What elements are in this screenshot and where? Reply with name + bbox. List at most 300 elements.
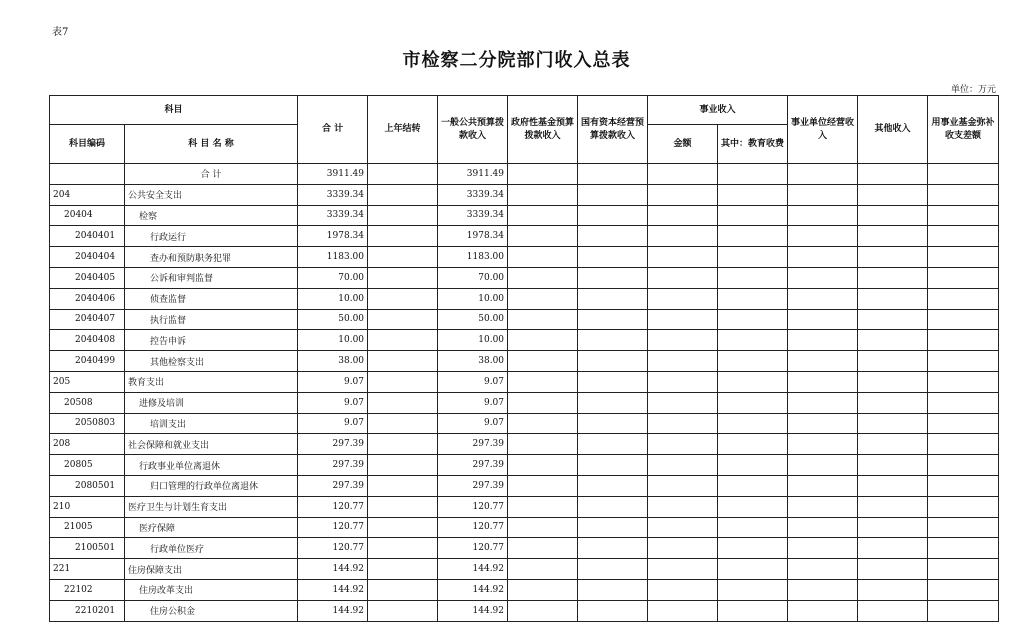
cell-amount bbox=[648, 309, 718, 330]
table-row bbox=[50, 434, 999, 455]
cell-gov-fund bbox=[508, 455, 578, 476]
cell-name: 其他检察支出 bbox=[125, 351, 298, 372]
cell-amount bbox=[648, 371, 718, 392]
cell-amount bbox=[648, 455, 718, 476]
cell-fund-supplement bbox=[928, 288, 999, 309]
cell-gov-fund bbox=[508, 538, 578, 559]
unit-label: 单位：万元 bbox=[950, 85, 996, 95]
cell-total: 120.77 bbox=[298, 538, 368, 559]
cell-carryover bbox=[368, 413, 438, 434]
cell-general-budget: 3339.34 bbox=[438, 205, 508, 226]
cell-name: 培训支出 bbox=[125, 413, 298, 434]
cell-code: 208 bbox=[50, 434, 125, 455]
cell-carryover bbox=[368, 496, 438, 517]
table-row bbox=[50, 226, 999, 247]
cell-other-income bbox=[858, 351, 928, 372]
cell-carryover bbox=[368, 184, 438, 205]
cell-carryover bbox=[368, 288, 438, 309]
cell-fund-supplement bbox=[928, 413, 999, 434]
cell-state-capital bbox=[578, 226, 648, 247]
cell-state-capital bbox=[578, 351, 648, 372]
cell-state-capital bbox=[578, 517, 648, 538]
cell-operating-income bbox=[788, 330, 858, 351]
cell-total: 50.00 bbox=[298, 309, 368, 330]
cell-code bbox=[50, 164, 125, 185]
cell-code: 2040406 bbox=[50, 288, 125, 309]
cell-operating-income bbox=[788, 164, 858, 185]
header-operating-income: 事业单位经营收入 bbox=[788, 96, 858, 164]
cell-education-fee bbox=[718, 330, 788, 351]
cell-other-income bbox=[858, 330, 928, 351]
cell-state-capital bbox=[578, 392, 648, 413]
cell-name: 合 计 bbox=[125, 164, 298, 185]
cell-education-fee bbox=[718, 371, 788, 392]
cell-general-budget: 10.00 bbox=[438, 288, 508, 309]
cell-other-income bbox=[858, 538, 928, 559]
cell-name: 公共安全支出 bbox=[125, 184, 298, 205]
cell-education-fee bbox=[718, 517, 788, 538]
cell-total: 3339.34 bbox=[298, 184, 368, 205]
cell-operating-income bbox=[788, 309, 858, 330]
cell-other-income bbox=[858, 247, 928, 268]
cell-state-capital bbox=[578, 267, 648, 288]
cell-name: 行政事业单位离退休 bbox=[125, 455, 298, 476]
cell-carryover bbox=[368, 267, 438, 288]
cell-education-fee bbox=[718, 351, 788, 372]
cell-total: 297.39 bbox=[298, 434, 368, 455]
cell-education-fee bbox=[718, 600, 788, 621]
cell-gov-fund bbox=[508, 309, 578, 330]
cell-general-budget: 120.77 bbox=[438, 538, 508, 559]
cell-gov-fund bbox=[508, 288, 578, 309]
cell-total: 3911.49 bbox=[298, 164, 368, 185]
cell-gov-fund bbox=[508, 267, 578, 288]
header-business-income: 事业收入 bbox=[648, 96, 788, 125]
cell-general-budget: 120.77 bbox=[438, 517, 508, 538]
header-education-fee: 其中：教育收费 bbox=[718, 125, 788, 164]
cell-general-budget: 9.07 bbox=[438, 371, 508, 392]
cell-state-capital bbox=[578, 247, 648, 268]
cell-name: 社会保障和就业支出 bbox=[125, 434, 298, 455]
cell-carryover bbox=[368, 455, 438, 476]
cell-name: 执行监督 bbox=[125, 309, 298, 330]
header-general-budget: 一般公共预算拨款收入 bbox=[438, 96, 508, 164]
cell-general-budget: 10.00 bbox=[438, 330, 508, 351]
table-row bbox=[50, 247, 999, 268]
table-row bbox=[50, 559, 999, 580]
cell-operating-income bbox=[788, 434, 858, 455]
cell-education-fee bbox=[718, 184, 788, 205]
cell-gov-fund bbox=[508, 184, 578, 205]
cell-total: 297.39 bbox=[298, 455, 368, 476]
cell-other-income bbox=[858, 496, 928, 517]
cell-total: 144.92 bbox=[298, 579, 368, 600]
cell-code: 204 bbox=[50, 184, 125, 205]
cell-other-income bbox=[858, 517, 928, 538]
cell-state-capital bbox=[578, 288, 648, 309]
cell-fund-supplement bbox=[928, 371, 999, 392]
cell-name: 住房改革支出 bbox=[125, 579, 298, 600]
cell-operating-income bbox=[788, 351, 858, 372]
table-row bbox=[50, 205, 999, 226]
cell-amount bbox=[648, 288, 718, 309]
header-subject: 科目 bbox=[50, 96, 298, 125]
cell-carryover bbox=[368, 434, 438, 455]
cell-general-budget: 297.39 bbox=[438, 434, 508, 455]
cell-amount bbox=[648, 164, 718, 185]
cell-operating-income bbox=[788, 226, 858, 247]
cell-general-budget: 1183.00 bbox=[438, 247, 508, 268]
cell-name: 归口管理的行政单位离退休 bbox=[125, 475, 298, 496]
cell-education-fee bbox=[718, 538, 788, 559]
cell-amount bbox=[648, 434, 718, 455]
cell-gov-fund bbox=[508, 205, 578, 226]
cell-education-fee bbox=[718, 475, 788, 496]
cell-carryover bbox=[368, 600, 438, 621]
cell-amount bbox=[648, 205, 718, 226]
cell-fund-supplement bbox=[928, 184, 999, 205]
table-row bbox=[50, 579, 999, 600]
cell-gov-fund bbox=[508, 330, 578, 351]
cell-code: 210 bbox=[50, 496, 125, 517]
table-row bbox=[50, 164, 999, 185]
cell-operating-income bbox=[788, 413, 858, 434]
cell-education-fee bbox=[718, 267, 788, 288]
cell-code: 21005 bbox=[50, 517, 125, 538]
cell-general-budget: 3911.49 bbox=[438, 164, 508, 185]
cell-operating-income bbox=[788, 247, 858, 268]
cell-total: 1978.34 bbox=[298, 226, 368, 247]
cell-amount bbox=[648, 496, 718, 517]
cell-general-budget: 9.07 bbox=[438, 392, 508, 413]
cell-total: 297.39 bbox=[298, 475, 368, 496]
cell-state-capital bbox=[578, 164, 648, 185]
cell-amount bbox=[648, 413, 718, 434]
cell-gov-fund bbox=[508, 371, 578, 392]
cell-total: 1183.00 bbox=[298, 247, 368, 268]
cell-gov-fund bbox=[508, 496, 578, 517]
cell-education-fee bbox=[718, 496, 788, 517]
cell-other-income bbox=[858, 579, 928, 600]
cell-education-fee bbox=[718, 559, 788, 580]
cell-operating-income bbox=[788, 475, 858, 496]
cell-name: 公诉和审判监督 bbox=[125, 267, 298, 288]
table-row bbox=[50, 288, 999, 309]
cell-state-capital bbox=[578, 330, 648, 351]
cell-amount bbox=[648, 392, 718, 413]
header-subject-code: 科目编码 bbox=[50, 125, 125, 164]
cell-education-fee bbox=[718, 392, 788, 413]
cell-state-capital bbox=[578, 475, 648, 496]
cell-code: 2040405 bbox=[50, 267, 125, 288]
table-row bbox=[50, 517, 999, 538]
cell-code: 2100501 bbox=[50, 538, 125, 559]
cell-state-capital bbox=[578, 496, 648, 517]
cell-other-income bbox=[858, 371, 928, 392]
cell-general-budget: 144.92 bbox=[438, 579, 508, 600]
cell-name: 住房公积金 bbox=[125, 600, 298, 621]
cell-total: 120.77 bbox=[298, 496, 368, 517]
cell-general-budget: 3339.34 bbox=[438, 184, 508, 205]
cell-fund-supplement bbox=[928, 392, 999, 413]
cell-gov-fund bbox=[508, 579, 578, 600]
cell-total: 10.00 bbox=[298, 288, 368, 309]
header-carryover: 上年结转 bbox=[368, 96, 438, 164]
cell-education-fee bbox=[718, 579, 788, 600]
cell-other-income bbox=[858, 226, 928, 247]
cell-code: 22102 bbox=[50, 579, 125, 600]
cell-other-income bbox=[858, 184, 928, 205]
cell-name: 教育支出 bbox=[125, 371, 298, 392]
cell-name: 控告申诉 bbox=[125, 330, 298, 351]
cell-general-budget: 70.00 bbox=[438, 267, 508, 288]
table-row bbox=[50, 371, 999, 392]
cell-general-budget: 120.77 bbox=[438, 496, 508, 517]
cell-state-capital bbox=[578, 184, 648, 205]
cell-total: 9.07 bbox=[298, 371, 368, 392]
cell-gov-fund bbox=[508, 600, 578, 621]
cell-code: 20404 bbox=[50, 205, 125, 226]
cell-fund-supplement bbox=[928, 559, 999, 580]
cell-carryover bbox=[368, 517, 438, 538]
cell-code: 205 bbox=[50, 371, 125, 392]
cell-fund-supplement bbox=[928, 164, 999, 185]
cell-fund-supplement bbox=[928, 226, 999, 247]
header-subject-name: 科 目 名 称 bbox=[125, 125, 298, 164]
table-row bbox=[50, 309, 999, 330]
cell-fund-supplement bbox=[928, 205, 999, 226]
cell-other-income bbox=[858, 600, 928, 621]
cell-gov-fund bbox=[508, 164, 578, 185]
cell-gov-fund bbox=[508, 434, 578, 455]
table-row bbox=[50, 267, 999, 288]
cell-amount bbox=[648, 226, 718, 247]
cell-state-capital bbox=[578, 559, 648, 580]
cell-state-capital bbox=[578, 309, 648, 330]
cell-total: 144.92 bbox=[298, 559, 368, 580]
cell-education-fee bbox=[718, 288, 788, 309]
cell-carryover bbox=[368, 475, 438, 496]
cell-education-fee bbox=[718, 247, 788, 268]
cell-gov-fund bbox=[508, 559, 578, 580]
cell-other-income bbox=[858, 392, 928, 413]
header-other-income: 其他收入 bbox=[858, 96, 928, 164]
cell-amount bbox=[648, 579, 718, 600]
table-row bbox=[50, 475, 999, 496]
cell-operating-income bbox=[788, 496, 858, 517]
cell-general-budget: 297.39 bbox=[438, 475, 508, 496]
cell-carryover bbox=[368, 309, 438, 330]
cell-amount bbox=[648, 330, 718, 351]
cell-operating-income bbox=[788, 538, 858, 559]
header-state-capital: 国有资本经营预算拨款收入 bbox=[578, 96, 648, 164]
cell-other-income bbox=[858, 559, 928, 580]
cell-carryover bbox=[368, 559, 438, 580]
cell-fund-supplement bbox=[928, 455, 999, 476]
header-total: 合 计 bbox=[298, 96, 368, 164]
cell-gov-fund bbox=[508, 475, 578, 496]
cell-amount bbox=[648, 475, 718, 496]
cell-total: 70.00 bbox=[298, 267, 368, 288]
header-fund-supplement: 用事业基金弥补收支差额 bbox=[928, 96, 999, 164]
cell-code: 2040499 bbox=[50, 351, 125, 372]
cell-operating-income bbox=[788, 517, 858, 538]
cell-fund-supplement bbox=[928, 330, 999, 351]
cell-name: 住房保障支出 bbox=[125, 559, 298, 580]
cell-state-capital bbox=[578, 205, 648, 226]
cell-carryover bbox=[368, 351, 438, 372]
cell-name: 行政运行 bbox=[125, 226, 298, 247]
cell-other-income bbox=[858, 288, 928, 309]
cell-carryover bbox=[368, 330, 438, 351]
table-row bbox=[50, 413, 999, 434]
cell-name: 行政单位医疗 bbox=[125, 538, 298, 559]
cell-operating-income bbox=[788, 288, 858, 309]
cell-state-capital bbox=[578, 455, 648, 476]
table-row bbox=[50, 184, 999, 205]
cell-amount bbox=[648, 538, 718, 559]
cell-carryover bbox=[368, 538, 438, 559]
cell-carryover bbox=[368, 247, 438, 268]
cell-carryover bbox=[368, 205, 438, 226]
cell-general-budget: 9.07 bbox=[438, 413, 508, 434]
cell-general-budget: 50.00 bbox=[438, 309, 508, 330]
cell-other-income bbox=[858, 455, 928, 476]
cell-fund-supplement bbox=[928, 517, 999, 538]
cell-code: 221 bbox=[50, 559, 125, 580]
cell-code: 2210201 bbox=[50, 600, 125, 621]
cell-state-capital bbox=[578, 579, 648, 600]
cell-operating-income bbox=[788, 559, 858, 580]
cell-name: 检察 bbox=[125, 205, 298, 226]
table-row bbox=[50, 351, 999, 372]
table-body bbox=[50, 164, 999, 622]
cell-carryover bbox=[368, 226, 438, 247]
cell-fund-supplement bbox=[928, 496, 999, 517]
cell-carryover bbox=[368, 392, 438, 413]
cell-amount bbox=[648, 600, 718, 621]
cell-name: 医疗保障 bbox=[125, 517, 298, 538]
cell-state-capital bbox=[578, 371, 648, 392]
cell-name: 医疗卫生与计划生育支出 bbox=[125, 496, 298, 517]
cell-gov-fund bbox=[508, 413, 578, 434]
cell-education-fee bbox=[718, 434, 788, 455]
cell-total: 9.07 bbox=[298, 392, 368, 413]
cell-fund-supplement bbox=[928, 351, 999, 372]
cell-general-budget: 38.00 bbox=[438, 351, 508, 372]
cell-code: 2050803 bbox=[50, 413, 125, 434]
cell-total: 9.07 bbox=[298, 413, 368, 434]
cell-education-fee bbox=[718, 455, 788, 476]
cell-carryover bbox=[368, 371, 438, 392]
cell-fund-supplement bbox=[928, 247, 999, 268]
cell-education-fee bbox=[718, 205, 788, 226]
table-row bbox=[50, 496, 999, 517]
cell-operating-income bbox=[788, 579, 858, 600]
header-gov-fund: 政府性基金预算拨款收入 bbox=[508, 96, 578, 164]
cell-amount bbox=[648, 184, 718, 205]
cell-name: 侦查监督 bbox=[125, 288, 298, 309]
cell-fund-supplement bbox=[928, 267, 999, 288]
cell-name: 查办和预防职务犯罪 bbox=[125, 247, 298, 268]
cell-state-capital bbox=[578, 600, 648, 621]
cell-education-fee bbox=[718, 413, 788, 434]
cell-gov-fund bbox=[508, 517, 578, 538]
cell-code: 20805 bbox=[50, 455, 125, 476]
table-number-label: 表7 bbox=[52, 27, 69, 38]
cell-other-income bbox=[858, 434, 928, 455]
cell-total: 3339.34 bbox=[298, 205, 368, 226]
cell-total: 120.77 bbox=[298, 517, 368, 538]
cell-education-fee bbox=[718, 164, 788, 185]
page-title: 市检察二分院部门收入总表 bbox=[402, 50, 631, 71]
cell-other-income bbox=[858, 309, 928, 330]
cell-amount bbox=[648, 247, 718, 268]
cell-other-income bbox=[858, 205, 928, 226]
cell-code: 2080501 bbox=[50, 475, 125, 496]
cell-other-income bbox=[858, 413, 928, 434]
cell-total: 144.92 bbox=[298, 600, 368, 621]
cell-state-capital bbox=[578, 538, 648, 559]
cell-name: 进修及培训 bbox=[125, 392, 298, 413]
cell-gov-fund bbox=[508, 351, 578, 372]
cell-carryover bbox=[368, 579, 438, 600]
cell-fund-supplement bbox=[928, 579, 999, 600]
table-row bbox=[50, 455, 999, 476]
cell-fund-supplement bbox=[928, 309, 999, 330]
cell-operating-income bbox=[788, 392, 858, 413]
cell-general-budget: 144.92 bbox=[438, 559, 508, 580]
cell-code: 2040401 bbox=[50, 226, 125, 247]
cell-gov-fund bbox=[508, 226, 578, 247]
cell-other-income bbox=[858, 164, 928, 185]
cell-amount bbox=[648, 559, 718, 580]
cell-total: 38.00 bbox=[298, 351, 368, 372]
header-amount: 金额 bbox=[648, 125, 718, 164]
cell-amount bbox=[648, 351, 718, 372]
cell-state-capital bbox=[578, 434, 648, 455]
cell-education-fee bbox=[718, 226, 788, 247]
cell-operating-income bbox=[788, 205, 858, 226]
cell-carryover bbox=[368, 164, 438, 185]
cell-operating-income bbox=[788, 371, 858, 392]
cell-state-capital bbox=[578, 413, 648, 434]
cell-fund-supplement bbox=[928, 600, 999, 621]
cell-fund-supplement bbox=[928, 538, 999, 559]
income-table bbox=[49, 95, 999, 622]
cell-operating-income bbox=[788, 267, 858, 288]
cell-general-budget: 297.39 bbox=[438, 455, 508, 476]
cell-total: 10.00 bbox=[298, 330, 368, 351]
table-row bbox=[50, 392, 999, 413]
cell-code: 20508 bbox=[50, 392, 125, 413]
table-row bbox=[50, 538, 999, 559]
table-row bbox=[50, 330, 999, 351]
cell-code: 2040407 bbox=[50, 309, 125, 330]
cell-operating-income bbox=[788, 455, 858, 476]
cell-amount bbox=[648, 517, 718, 538]
cell-amount bbox=[648, 267, 718, 288]
cell-fund-supplement bbox=[928, 434, 999, 455]
cell-gov-fund bbox=[508, 392, 578, 413]
cell-other-income bbox=[858, 267, 928, 288]
cell-code: 2040408 bbox=[50, 330, 125, 351]
cell-other-income bbox=[858, 475, 928, 496]
cell-operating-income bbox=[788, 600, 858, 621]
cell-education-fee bbox=[718, 309, 788, 330]
cell-general-budget: 1978.34 bbox=[438, 226, 508, 247]
cell-general-budget: 144.92 bbox=[438, 600, 508, 621]
